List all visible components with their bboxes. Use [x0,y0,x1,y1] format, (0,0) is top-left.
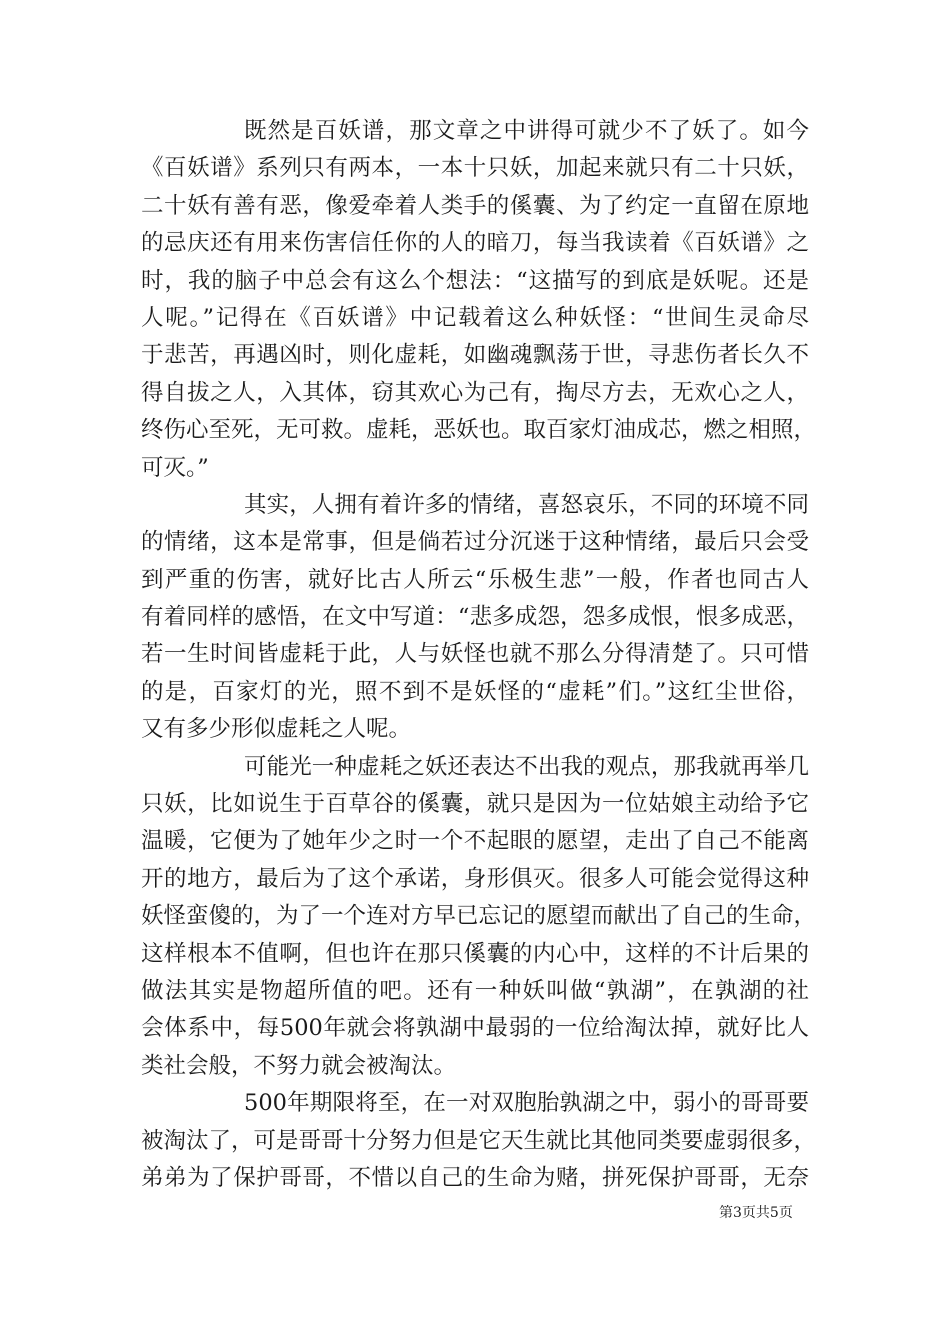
text-line: 弟弟为了保护哥哥，不惜以自己的生命为赌，拼死保护哥哥，无奈 [141,1164,809,1191]
text-line: 开的地方，最后为了这个承诺，身形俱灭。很多人可能会觉得这种 [141,865,809,892]
text-line: 得自拔之人，入其体，窃其欢心为己有，掏尽方去，无欢心之人， [141,379,809,406]
paragraph-3 [141,749,817,1086]
text-line: 人呢。”记得在《百妖谱》中记载着这么种妖怪：“世间生灵命尽 [141,304,809,331]
text-line: 到严重的伤害，就好比古人所云“乐极生悲”一般，作者也同古人 [141,566,809,593]
text-line: 做法其实是物超所值的吧。还有一种妖叫做“孰湖”，在孰湖的社 [141,977,809,1004]
text-line: 又有多少形似虚耗之人呢。 [141,716,412,743]
page-number-footer: 第3页共5页 [719,1205,793,1221]
text-line: 的是，百家灯的光，照不到不是妖怪的“虚耗”们。”这红尘世俗， [141,678,809,705]
text-line: 时，我的脑子中总会有这么个想法：“这描写的到底是妖呢。还是 [141,267,809,294]
text-line: 可能光一种虚耗之妖还表达不出我的观点，那我就再举几 [244,753,809,780]
text-line: 这样根本不值啊，但也许在那只傒囊的内心中，这样的不计后果的 [141,940,809,967]
text-line: 的忌庆还有用来伤害信任你的人的暗刀，每当我读着《百妖谱》之 [141,230,809,257]
text-line: 二十妖有善有恶，像爱牵着人类手的傒囊、为了约定一直留在原地 [141,192,809,219]
text-line: 有着同样的感悟，在文中写道：“悲多成怨，怨多成恨，恨多成恶， [141,604,809,631]
text-line: 只妖，比如说生于百草谷的傒囊，就只是因为一位姑娘主动给予它 [141,791,809,818]
document-body [141,113,817,1197]
text-line: 《百妖谱》系列只有两本，一本十只妖，加起来就只有二十只妖， [141,155,809,182]
paragraph-2 [141,487,809,749]
text-line: 终伤心至死，无可救。虚耗，恶妖也。取百家灯油成芯，燃之相照， [141,417,817,444]
text-line: 其实，人拥有着许多的情绪，喜怒哀乐，不同的环境不同 [244,491,809,518]
text-line: 既然是百妖谱，那文章之中讲得可就少不了妖了。如今 [244,118,809,144]
text-line: 类社会般，不努力就会被淘汰。 [141,1052,457,1079]
text-line: 500年期限将至，在一对双胞胎孰湖之中，弱小的哥哥要 [244,1090,809,1117]
text-line: 会体系中，每500年就会将孰湖中最弱的一位给淘汰掉，就好比人 [141,1015,809,1042]
text-line: 可灭。” [141,454,209,481]
text-line: 的情绪，这本是常事，但是倘若过分沉迷于这种情绪，最后只会受 [141,529,809,556]
text-line: 温暖，它便为了她年少之时一个不起眼的愿望，走出了自己不能离 [141,828,809,855]
text-line: 于悲苦，再遇凶时，则化虚耗，如幽魂飘荡于世，寻悲伤者长久不 [141,342,809,369]
text-line: 若一生时间皆虚耗于此，人与妖怪也就不那么分得清楚了。只可惜 [141,641,809,668]
text-line: 被淘汰了，可是哥哥十分努力但是它天生就比其他同类要虚弱很多， [141,1127,817,1154]
text-line: 妖怪蛮傻的，为了一个连对方早已忘记的愿望而献出了自己的生命， [141,903,817,930]
paragraph-1 [141,113,817,487]
paragraph-4 [141,1085,817,1197]
